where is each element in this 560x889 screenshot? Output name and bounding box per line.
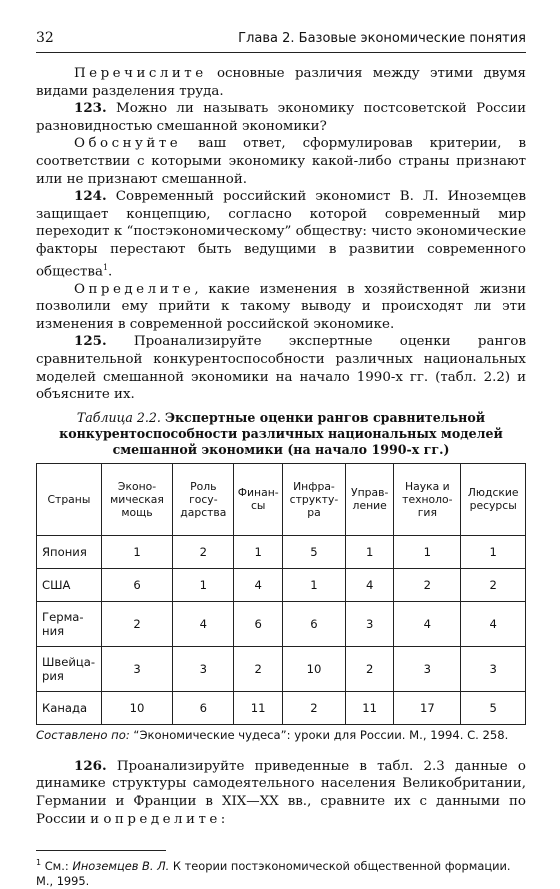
table-cell: 3 <box>173 646 234 691</box>
table-row <box>37 568 526 601</box>
footnote-ref: 1 <box>102 262 109 272</box>
question-126: 126. Проанализируйте приведенные в табл. 2.3 данные о динамике структуры самодеятельного населения Великобритании, Германии и Франции в XIX—XX вв., сравните их с данными по России и определите: <box>36 757 526 827</box>
footnote-divider <box>36 850 166 851</box>
question-123: 123. Можно ли называть экономику постсоветской России разновидностью смешанной экономики? <box>36 100 526 134</box>
table-cell: 3 <box>461 646 526 691</box>
question-125: 125. Проанализируйте экспертные оценки рангов сравнительной конкурентоспособности различных национальных моделей смешанной экономики на начало 1990-х гг. (табл. 2.2) и объясните их. <box>36 333 526 403</box>
table-cell: 2 <box>101 601 172 646</box>
row-country: Канада <box>37 691 102 724</box>
body-text-2 <box>36 758 526 828</box>
paragraph-justify: Обоснуйте ваш ответ, сформулировав критерии, в соответствии с которыми экономику какой-либо страны признают или не признают смешанной. <box>36 136 526 187</box>
table-cell: 1 <box>101 535 172 568</box>
table-cell: 1 <box>394 535 461 568</box>
table-cell: 2 <box>282 691 345 724</box>
table-cell: 4 <box>346 568 394 601</box>
table-row <box>37 601 526 646</box>
col-header: Наука и техноло-гия <box>394 463 461 535</box>
row-country: Швейца-рия <box>37 646 102 691</box>
table-cell: 3 <box>101 646 172 691</box>
table-cell: 3 <box>346 601 394 646</box>
table-cell: 2 <box>234 646 282 691</box>
col-header: Управ-ление <box>346 463 394 535</box>
table-source: Составлено по: “Экономические чудеса”: уроки для России. М., 1994. С. 258. <box>36 727 509 742</box>
row-country: Герма-ния <box>37 601 102 646</box>
col-header: Финан-сы <box>234 463 282 535</box>
col-header: Страны <box>37 463 102 535</box>
table-cell: 6 <box>173 691 234 724</box>
ranking-table <box>36 463 526 725</box>
table-cell: 4 <box>234 568 282 601</box>
table-cell: 4 <box>394 601 461 646</box>
paragraph-list-differences: Перечислите основные различия между этими двумя видами разделения труда. <box>36 66 526 99</box>
table-cell: 11 <box>346 691 394 724</box>
table-cell: 1 <box>234 535 282 568</box>
table-header-row <box>37 463 526 535</box>
row-country: Япония <box>37 535 102 568</box>
table-cell: 1 <box>461 535 526 568</box>
table-row <box>37 535 526 568</box>
body-text <box>36 65 526 404</box>
col-header: Инфра-структу-ра <box>282 463 345 535</box>
table-cell: 10 <box>282 646 345 691</box>
table-caption: Таблица 2.2. Экспертные оценки рангов сравнительной конкурентоспособности различных национальных моделей смешанной экономики (на начало 1990-х гг.) <box>59 409 503 457</box>
table-cell: 10 <box>101 691 172 724</box>
footnote: $^1$ См.: Иноземцев В. Л. К теории постэкономической общественной формации. М., 1995. <box>36 858 511 888</box>
table-cell: 17 <box>394 691 461 724</box>
table-cell: 3 <box>394 646 461 691</box>
page-number: 32 <box>36 30 54 46</box>
table-cell: 5 <box>461 691 526 724</box>
table-cell: 6 <box>101 568 172 601</box>
row-country: США <box>37 568 102 601</box>
table-cell: 1 <box>173 568 234 601</box>
table-row <box>37 691 526 724</box>
table-cell: 6 <box>282 601 345 646</box>
chapter-title: Глава 2. Базовые экономические понятия <box>238 31 526 46</box>
table-cell: 2 <box>346 646 394 691</box>
table-cell: 4 <box>461 601 526 646</box>
running-header <box>36 30 526 53</box>
table-cell: 2 <box>394 568 461 601</box>
table-cell: 4 <box>173 601 234 646</box>
table-cell: 2 <box>173 535 234 568</box>
table-cell: 6 <box>234 601 282 646</box>
table-cell: 1 <box>282 568 345 601</box>
col-header: Роль госу-дарства <box>173 463 234 535</box>
paragraph-determine: Определите, какие изменения в хозяйственной жизни позволили ему прийти к такому выводу и происходят ли эти изменения в современной российской экономике. <box>36 281 526 332</box>
table-cell: 2 <box>461 568 526 601</box>
table-cell: 1 <box>346 535 394 568</box>
table-cell: 11 <box>234 691 282 724</box>
question-124: 124. Современный российский экономист В. Л. Иноземцев защищает концепцию, согласно которой современный мир переходит к “постэкономическому” обществу: чисто экономические факторы перестают быть ведущими в развитии современного общества$^1$. <box>36 188 526 279</box>
col-header: Эконо-мическая мощь <box>101 463 172 535</box>
table-row <box>37 646 526 691</box>
col-header: Людские ресурсы <box>461 463 526 535</box>
book-page <box>36 30 526 889</box>
table-cell: 5 <box>282 535 345 568</box>
